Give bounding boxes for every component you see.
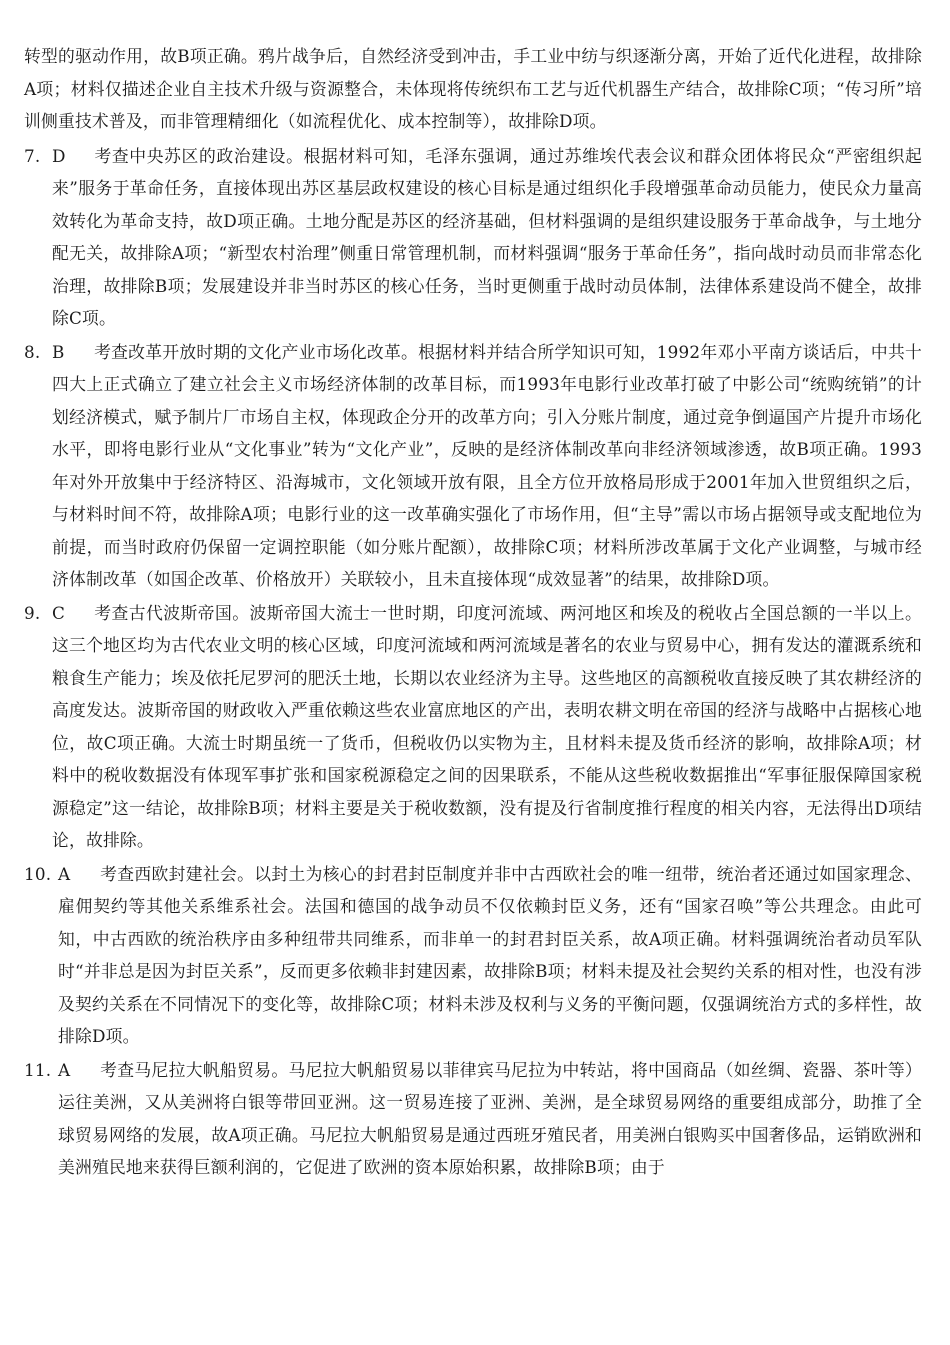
item-answer: B: [52, 341, 65, 362]
page-bottom-margin: [0, 1258, 950, 1345]
item-answer: A: [58, 1059, 71, 1080]
item-explanation-text: 考查中央苏区的政治建设。根据材料可知，毛泽东强调，通过苏维埃代表会议和群众团体将民众“严密组织起来”服务于革命任务，直接体现出苏区基层政权建设的核心目标是通过组织化手段增强革命动员能力，使民众力量高效转化为革命支持，故D项正确。土地分配是苏区的经济基础，但材料强调的是组织建设服务于革命战争，与土地分配无关，故排除A项；“新型农村治理”侧重日常管理机制，而材料强调“服务于革命任务”，指向战时动员而非常态化治理，故排除B项；发展建设并非当时苏区的核心任务，当时更侧重于战时动员体制，法律体系建设尚不健全，故排除C项。: [52, 145, 922, 328]
explanation-item-10: [24, 858, 922, 1053]
item-explanation-text: 考查西欧封建社会。以封土为核心的封君封臣制度并非中古西欧社会的唯一纽带，统治者还通过如国家理念、雇佣契约等其他关系维系社会。法国和德国的战争动员不仅依赖封臣义务，还有“国家召唤”等公共理念。由此可知，中古西欧的统治秩序由多种纽带共同维系，而非单一的封君封臣关系，故A项正确。材料强调统治者动员军队时“并非总是因为封臣关系”，反而更多依赖非封建因素，故排除B项；材料未提及社会契约关系的相对性，也没有涉及契约关系在不同情况下的变化等，故排除C项；材料未涉及权利与义务的平衡问题，仅强调统治方式的多样性，故排除D项。: [58, 863, 922, 1046]
item-number: 11.: [24, 1059, 52, 1080]
item-explanation-text: 考查马尼拉大帆船贸易。马尼拉大帆船贸易以菲律宾马尼拉为中转站，将中国商品（如丝绸、瓷器、茶叶等）运往美洲，又从美洲将白银等带回亚洲。这一贸易连接了亚洲、美洲，是全球贸易网络的重要组成部分，助推了全球贸易网络的发展，故A项正确。马尼拉大帆船贸易是通过西班牙殖民者，用美洲白银购买中国奢侈品，运销欧洲和美洲殖民地来获得巨额利润的，它促进了欧洲的资本原始积累，故排除B项；由于: [58, 1059, 922, 1177]
explanation-item-8: [24, 336, 922, 596]
item-number: 10.: [24, 863, 52, 884]
item-number: 8.: [24, 341, 41, 362]
item-number: 7.: [24, 145, 41, 166]
item-answer: D: [52, 145, 66, 166]
item-answer: C: [52, 602, 66, 623]
explanation-content: [24, 40, 922, 1185]
item-answer: A: [58, 863, 71, 884]
item-explanation-text: 考查古代波斯帝国。波斯帝国大流士一世时期，印度河流域、两河地区和埃及的税收占全国总额的一半以上。这三个地区均为古代农业文明的核心区域，印度河流域和两河流域是著名的农业与贸易中心，拥有发达的灌溉系统和粮食生产能力；埃及依托尼罗河的肥沃土地，长期以农业经济为主导。这些地区的高额税收直接反映了其农耕经济的高度发达。波斯帝国的财政收入严重依赖这些农业富庶地区的产出，表明农耕文明在帝国的经济与战略中占据核心地位，故C项正确。大流士时期虽统一了货币，但税收仍以实物为主，且材料未提及货币经济的影响，故排除A项；材料中的税收数据没有体现军事扩张和国家税源稳定之间的因果联系，不能从这些税收数据推出“军事征服保障国家税源稳定”这一结论，故排除B项；材料主要是关于税收数额，没有提及行省制度推行程度的相关内容，无法得出D项结论，故排除。: [52, 602, 922, 850]
item-explanation-text: 考查改革开放时期的文化产业市场化改革。根据材料并结合所学知识可知，1992年邓小平南方谈话后，中共十四大上正式确立了建立社会主义市场经济体制的改革目标，而1993年电影行业改革打破了中影公司“统购统销”的计划经济模式，赋予制片厂市场自主权，体现政企分开的改革方向；引入分账片制度，通过竞争倒逼国产片提升市场化水平，即将电影行业从“文化事业”转为“文化产业”，反映的是经济体制改革向非经济领域渗透，故B项正确。1993年对外开放集中于经济特区、沿海城市，文化领域开放有限，且全方位开放格局形成于2001年加入世贸组织之后，与材料时间不符，故排除A项；电影行业的这一改革确实强化了市场作用，但“主导”需以市场占据领导或支配地位为前提，而当时政府仍保留一定调控职能（如分账片配额），故排除C项；材料所涉改革属于文化产业调整，与城市经济体制改革（如国企改革、价格放开）关联较小，且未直接体现“成效显著”的结果，故排除D项。: [52, 341, 922, 589]
item-number: 9.: [24, 602, 41, 623]
explanation-item-9: [24, 597, 922, 857]
explanation-item-11: [24, 1054, 922, 1184]
continued-explanation-paragraph: 转型的驱动作用，故B项正确。鸦片战争后，自然经济受到冲击，手工业中纺与织逐渐分离，开始了近代化进程，故排除A项；材料仅描述企业自主技术升级与资源整合，未体现将传统织布工艺与近代机器生产结合，故排除C项；“传习所”培训侧重技术普及，而非管理精细化（如流程优化、成本控制等），故排除D项。: [24, 46, 922, 131]
explanation-item-7: [24, 140, 922, 335]
